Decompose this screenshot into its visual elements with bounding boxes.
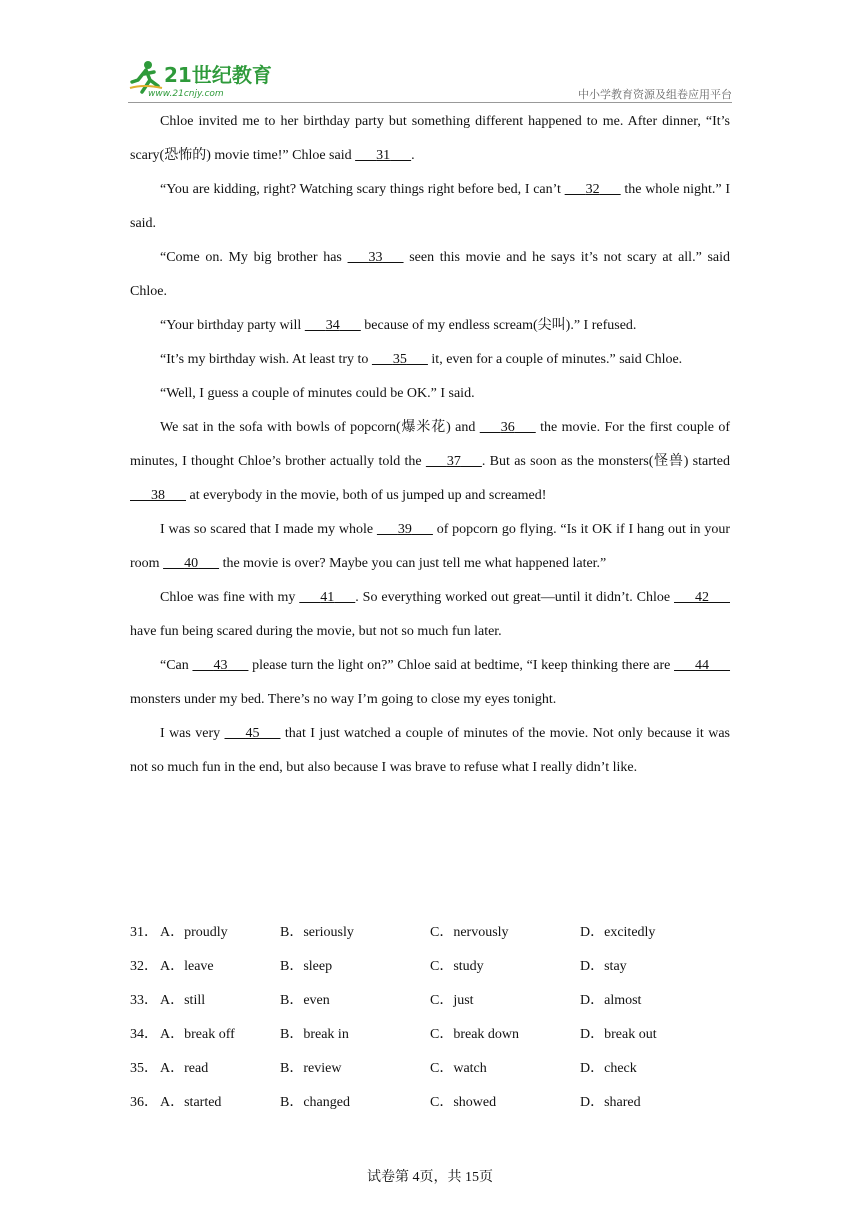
passage-text: the movie. For the first couple of minutes, I thought Chloe’s brother actually told the bbox=[130, 420, 731, 469]
passage-text: seen this movie and he says it’s not scary at all.” said Chloe. bbox=[130, 250, 730, 299]
passage-text: “Come on. My big brother has bbox=[160, 250, 348, 265]
passage-text: I was very bbox=[160, 726, 225, 741]
option-b: B．changed bbox=[280, 1095, 350, 1110]
passage-paragraph bbox=[130, 513, 730, 581]
answer-blank bbox=[355, 139, 411, 173]
question-number: 31． bbox=[130, 925, 158, 940]
option-b: B．seriously bbox=[280, 925, 354, 940]
blank-number: 41 bbox=[320, 590, 335, 605]
answer-blank bbox=[674, 649, 730, 683]
passage-paragraph bbox=[130, 649, 730, 717]
question-number: 35． bbox=[130, 1061, 158, 1076]
answer-blank bbox=[480, 411, 536, 445]
option-a: A．started bbox=[160, 1095, 222, 1110]
answer-blank bbox=[192, 649, 248, 683]
answer-blank bbox=[225, 717, 281, 751]
page-footer: 试卷第 4页，共 15页 bbox=[367, 1170, 493, 1185]
svg-text:21世纪教育: 21世纪教育 bbox=[164, 63, 272, 87]
blank-number: 36 bbox=[500, 420, 515, 435]
passage-text: it, even for a couple of minutes.” said Chloe. bbox=[427, 352, 683, 367]
answer-blank bbox=[299, 581, 355, 615]
header-divider bbox=[128, 102, 732, 103]
option-c: C．study bbox=[430, 959, 484, 974]
answer-blank bbox=[130, 479, 186, 513]
option-d: D．shared bbox=[580, 1095, 641, 1110]
passage-text: “It’s my birthday wish. At least try to bbox=[160, 352, 372, 367]
option-d: D．excitedly bbox=[580, 925, 656, 940]
passage-text: please turn the light on?” Chloe said at bedtime, “I keep thinking there are bbox=[248, 658, 675, 673]
answer-blank bbox=[348, 241, 404, 275]
passage-text: . But as soon as the monsters(怪兽) started bbox=[481, 454, 730, 469]
blank-number: 42 bbox=[695, 590, 709, 605]
blank-number: 40 bbox=[184, 556, 199, 571]
passage-paragraph bbox=[130, 377, 730, 411]
answer-blank bbox=[163, 547, 219, 581]
question-row bbox=[130, 1018, 730, 1052]
option-c: C．showed bbox=[430, 1095, 497, 1110]
passage-text: Chloe invited me to her birthday party but something different happened to me. After dinner, “It’s scary(恐怖的) movie time!” Chloe said bbox=[130, 114, 730, 163]
answer-blank bbox=[372, 343, 428, 377]
passage-text: Chloe was fine with my bbox=[160, 590, 300, 605]
passage-text: “Your birthday party will bbox=[160, 318, 305, 333]
blank-number: 31 bbox=[376, 148, 391, 163]
question-number: 32． bbox=[130, 959, 158, 974]
passage-paragraph bbox=[130, 309, 730, 343]
option-b: B．break in bbox=[280, 1027, 349, 1042]
question-row bbox=[130, 984, 730, 1018]
passage-paragraph bbox=[130, 343, 730, 377]
option-d: D．break out bbox=[580, 1027, 657, 1042]
option-c: C．just bbox=[430, 993, 474, 1008]
option-a: A．read bbox=[160, 1061, 209, 1076]
option-c: C．nervously bbox=[430, 925, 509, 940]
passage-paragraph bbox=[130, 581, 730, 649]
passage-text: “You are kidding, right? Watching scary things right before bed, I can’t bbox=[160, 182, 565, 197]
option-c: C．break down bbox=[430, 1027, 520, 1042]
passage-text: of popcorn go flying. “Is it OK if I hang out in your room bbox=[130, 522, 730, 571]
option-b: B．even bbox=[280, 993, 330, 1008]
option-d: D．check bbox=[580, 1061, 637, 1076]
option-b: B．review bbox=[280, 1061, 342, 1076]
site-name: 中小学教育资源及组卷应用平台 bbox=[578, 88, 732, 101]
answer-blank bbox=[565, 173, 621, 207]
passage-text: . bbox=[411, 148, 415, 163]
passage-text: I was so scared that I made my whole bbox=[160, 522, 377, 537]
blank-number: 37 bbox=[446, 454, 461, 469]
passage-text: the movie is over? Maybe you can just tell me what happened later.” bbox=[219, 556, 607, 571]
option-d: D．almost bbox=[580, 993, 642, 1008]
blank-number: 45 bbox=[245, 726, 260, 741]
question-row bbox=[130, 916, 730, 950]
passage-text: “Can bbox=[160, 658, 193, 673]
passage-paragraph bbox=[130, 411, 730, 513]
blank-number: 44 bbox=[695, 658, 710, 673]
question-number: 36． bbox=[130, 1095, 158, 1110]
blank-number: 33 bbox=[368, 250, 383, 265]
option-a: A．leave bbox=[160, 959, 214, 974]
passage-text: because of my endless scream(尖叫).” I refused. bbox=[360, 318, 637, 333]
answer-blank bbox=[377, 513, 433, 547]
passage-paragraph bbox=[130, 105, 730, 173]
option-a: A．break off bbox=[160, 1027, 235, 1042]
passage-paragraph bbox=[130, 173, 730, 241]
option-a: A．still bbox=[160, 993, 206, 1008]
passage-text: the whole night.” I said. bbox=[130, 182, 730, 231]
question-number: 33． bbox=[130, 993, 158, 1008]
passage-text: monsters under my bed. There’s no way I’m going to close my eyes tonight. bbox=[130, 692, 557, 707]
option-b: B．sleep bbox=[280, 959, 333, 974]
option-c: C．watch bbox=[430, 1061, 487, 1076]
passage-text: “Well, I guess a couple of minutes could be OK.” I said. bbox=[160, 386, 475, 401]
answer-blank bbox=[305, 309, 361, 343]
svg-text:www.21cnjy.com: www.21cnjy.com bbox=[148, 89, 224, 98]
answer-blank bbox=[674, 581, 730, 615]
passage-paragraph bbox=[130, 717, 730, 785]
page-header bbox=[128, 58, 732, 102]
passage-text: that I just watched a couple of minutes of the movie. Not only because it was not so much fun in the end, but also because I was brave to refuse what I really didn’t like. bbox=[130, 726, 730, 775]
logo-21cnjy bbox=[128, 58, 278, 98]
answer-blank bbox=[426, 445, 482, 479]
passage-text: We sat in the sofa with bowls of popcorn(爆米花) and bbox=[160, 420, 480, 435]
blank-number: 38 bbox=[151, 488, 165, 503]
option-a: A．proudly bbox=[160, 925, 228, 940]
passage-text: at everybody in the movie, both of us jumped up and screamed! bbox=[186, 488, 547, 503]
blank-number: 35 bbox=[392, 352, 407, 367]
question-options bbox=[130, 916, 730, 1120]
blank-number: 39 bbox=[397, 522, 412, 537]
question-number: 34． bbox=[130, 1027, 158, 1042]
passage-text: . So everything worked out great—until it didn’t. Chloe bbox=[355, 590, 674, 605]
blank-number: 34 bbox=[325, 318, 340, 333]
passage-text: have fun being scared during the movie, but not so much fun later. bbox=[130, 624, 502, 639]
blank-number: 43 bbox=[213, 658, 228, 673]
question-row bbox=[130, 1052, 730, 1086]
option-d: D．stay bbox=[580, 959, 627, 974]
question-row bbox=[130, 1086, 730, 1120]
cloze-passage bbox=[130, 105, 730, 785]
passage-paragraph bbox=[130, 241, 730, 309]
blank-number: 32 bbox=[585, 182, 600, 197]
question-row bbox=[130, 950, 730, 984]
